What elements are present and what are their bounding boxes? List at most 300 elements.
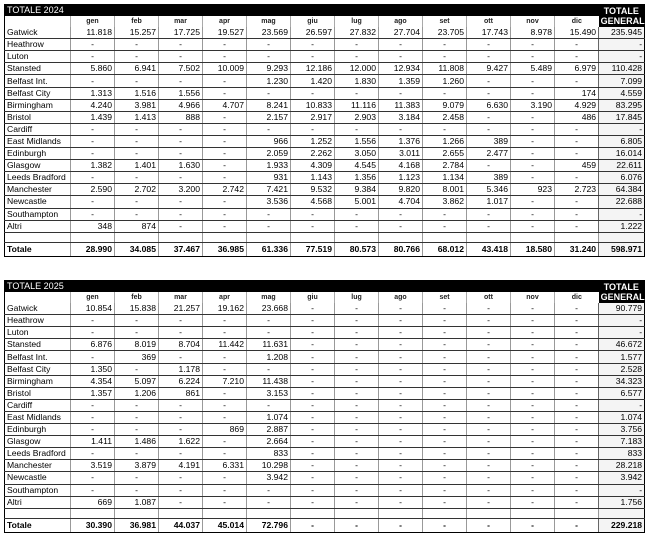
month-header-gen: gen [71,292,115,303]
airport-name: Glasgow [5,160,71,172]
month-value: - [511,460,555,472]
month-value: 1.178 [159,363,203,375]
row-total: - [599,315,645,327]
month-value: - [423,472,467,484]
month-value: - [511,375,555,387]
airport-name: Glasgow [5,436,71,448]
grand-total: 229.218 [599,518,645,532]
row-total: 4.559 [599,87,645,99]
month-total: 37.467 [159,242,203,256]
airport-name: Heathrow [5,315,71,327]
spacer-cell [379,232,423,242]
month-value: - [379,39,423,51]
month-total: 30.390 [71,518,115,532]
month-total: 61.336 [247,242,291,256]
table-row [5,472,645,484]
month-value: - [467,339,511,351]
month-value: - [379,484,423,496]
month-value: 2.059 [247,148,291,160]
month-value: 6.224 [159,375,203,387]
month-value: - [291,472,335,484]
month-total: - [379,518,423,532]
month-value: - [71,399,115,411]
month-value: - [467,160,511,172]
month-value: 1.143 [291,172,335,184]
month-value: - [467,363,511,375]
month-value: - [335,448,379,460]
month-value: - [555,472,599,484]
airport-name: Altri [5,220,71,232]
row-total: - [599,51,645,63]
month-value: - [511,160,555,172]
month-value: - [71,411,115,423]
month-value: 1.266 [423,135,467,147]
month-value: 2.157 [247,111,291,123]
month-value: 7.502 [159,63,203,75]
table-row [5,496,645,508]
month-header-ago: ago [379,292,423,303]
airport-name: Belfast City [5,87,71,99]
month-value: 2.917 [291,111,335,123]
spacer-cell [555,508,599,518]
airport-name: Bristol [5,111,71,123]
airport-name: Newcastle [5,196,71,208]
month-value: - [203,411,247,423]
row-total: 235.945 [599,27,645,39]
row-total: - [599,399,645,411]
month-value: - [115,208,159,220]
table-row [5,220,645,232]
month-value: - [291,303,335,315]
month-value: - [71,148,115,160]
month-header-nov: nov [511,292,555,303]
table-row [5,339,645,351]
airport-name: Southampton [5,208,71,220]
spacer-cell [159,508,203,518]
spacer-row [5,508,645,518]
month-value: 2.742 [203,184,247,196]
table-row [5,387,645,399]
month-header-mar: mar [159,16,203,27]
month-value: - [159,220,203,232]
table-row [5,424,645,436]
month-value: 1.401 [115,160,159,172]
month-value: 2.477 [467,148,511,160]
table-row [5,184,645,196]
month-value: 9.427 [467,63,511,75]
month-header-set: set [423,292,467,303]
month-value: 4.354 [71,375,115,387]
month-value: - [555,484,599,496]
month-value: - [291,387,335,399]
month-value: 1.313 [71,87,115,99]
month-value: - [511,111,555,123]
month-value: 10.833 [291,99,335,111]
month-value: - [291,484,335,496]
row-total: 833 [599,448,645,460]
month-value: 12.000 [335,63,379,75]
month-value: - [115,472,159,484]
month-value: 10.854 [71,303,115,315]
table-row [5,484,645,496]
month-total: - [291,518,335,532]
month-value: - [423,208,467,220]
month-value: 923 [511,184,555,196]
table-row [5,399,645,411]
month-value: - [555,363,599,375]
airport-name: Stansted [5,63,71,75]
month-value: - [379,315,423,327]
month-value: - [203,351,247,363]
month-value: 11.818 [71,27,115,39]
table-row [5,135,645,147]
month-value: - [159,472,203,484]
month-value: - [335,51,379,63]
month-value: 2.590 [71,184,115,196]
month-value: 3.184 [379,111,423,123]
table-row [5,375,645,387]
month-value: - [511,484,555,496]
table-row [5,123,645,135]
month-value: 6.979 [555,63,599,75]
month-value: - [555,39,599,51]
month-value: - [555,172,599,184]
month-value: - [203,172,247,184]
row-total: 83.295 [599,99,645,111]
month-value: - [511,363,555,375]
month-value: 15.838 [115,303,159,315]
table-row [5,111,645,123]
month-value: 4.545 [335,160,379,172]
month-value: - [159,399,203,411]
month-value: - [203,135,247,147]
month-value: - [555,339,599,351]
month-header-set: set [423,16,467,27]
month-value: - [423,363,467,375]
month-value: - [115,196,159,208]
month-value: - [335,375,379,387]
month-value: - [511,436,555,448]
month-value: - [291,375,335,387]
month-value: - [555,75,599,87]
spacer-cell [511,232,555,242]
month-value: - [467,472,511,484]
month-value: 1.134 [423,172,467,184]
airport-name: Leeds Bradford [5,172,71,184]
table-row [5,411,645,423]
month-value: - [467,448,511,460]
month-value: - [291,448,335,460]
month-value: - [555,148,599,160]
month-value: 486 [555,111,599,123]
month-value: - [335,315,379,327]
month-value: - [335,87,379,99]
month-value: - [379,387,423,399]
month-value: - [555,460,599,472]
month-header-row [5,16,645,27]
month-value: - [423,484,467,496]
spacer-cell [379,508,423,518]
month-value: - [115,399,159,411]
month-value: 11.383 [379,99,423,111]
spacer-cell [291,508,335,518]
month-value: 1.556 [159,87,203,99]
month-value: - [291,351,335,363]
month-value: - [511,220,555,232]
month-header-ott: ott [467,16,511,27]
month-value: - [511,75,555,87]
spacer-cell [599,232,645,242]
month-value: 23.668 [247,303,291,315]
month-value: - [379,375,423,387]
airport-name: Altri [5,496,71,508]
month-value: 1.413 [115,111,159,123]
month-value: - [71,196,115,208]
month-total: 28.990 [71,242,115,256]
month-value: 3.011 [379,148,423,160]
month-value: 2.458 [423,111,467,123]
month-header-lug: lug [335,16,379,27]
month-value: - [379,339,423,351]
month-value: 17.743 [467,27,511,39]
row-total: 3.942 [599,472,645,484]
month-value: 5.001 [335,196,379,208]
month-value: 19.162 [203,303,247,315]
month-value: - [379,460,423,472]
month-value: - [555,399,599,411]
month-value: - [335,351,379,363]
airport-header-cell [5,16,71,27]
month-value: - [335,424,379,436]
month-value: - [159,208,203,220]
month-value: - [511,327,555,339]
month-value: 5.346 [467,184,511,196]
month-value: - [335,387,379,399]
month-value: - [71,123,115,135]
row-total: 34.323 [599,375,645,387]
month-header-dic: dic [555,292,599,303]
month-value: 11.808 [423,63,467,75]
month-value: - [423,303,467,315]
month-value: - [291,424,335,436]
table-row [5,460,645,472]
month-value: - [423,123,467,135]
month-value: 3.862 [423,196,467,208]
month-value: - [467,411,511,423]
spacer-cell [467,508,511,518]
month-total: 31.240 [555,242,599,256]
month-value: 8.001 [423,184,467,196]
row-total: 7.099 [599,75,645,87]
table-row [5,351,645,363]
month-value: - [291,39,335,51]
month-value: - [423,375,467,387]
month-value: - [203,315,247,327]
row-total: 6.805 [599,135,645,147]
month-total: - [423,518,467,532]
month-header-mag: mag [247,16,291,27]
month-value: - [203,111,247,123]
month-value: - [467,303,511,315]
month-value: - [291,315,335,327]
month-value: - [467,111,511,123]
airport-name: Leeds Bradford [5,448,71,460]
month-total: 36.985 [203,242,247,256]
month-value: - [467,123,511,135]
month-value: 23.705 [423,27,467,39]
month-value: - [555,220,599,232]
month-value: - [423,399,467,411]
month-header-row [5,292,645,303]
month-total: 43.418 [467,242,511,256]
spacer-cell [599,508,645,518]
month-value: 3.153 [247,387,291,399]
month-value: - [467,220,511,232]
month-value: - [159,51,203,63]
month-value: - [159,148,203,160]
airport-name: East Midlands [5,411,71,423]
month-value: - [423,424,467,436]
month-value: - [335,327,379,339]
month-value: 4.929 [555,99,599,111]
month-value: 4.168 [379,160,423,172]
total-header-line1: TOTALE [603,6,639,17]
table-row [5,327,645,339]
month-value: - [291,220,335,232]
month-value: 2.702 [115,184,159,196]
month-value: - [511,172,555,184]
month-value: - [555,448,599,460]
month-value: - [291,363,335,375]
month-value: - [247,39,291,51]
month-value: - [115,39,159,51]
row-total: 28.218 [599,460,645,472]
month-value: - [511,196,555,208]
month-value: - [247,123,291,135]
month-value: 1.087 [115,496,159,508]
month-value: - [335,484,379,496]
spacer-cell [5,232,71,242]
month-total: 44.037 [159,518,203,532]
spacer-cell [247,508,291,518]
month-value: - [335,411,379,423]
month-value: - [247,327,291,339]
month-value: 2.664 [247,436,291,448]
month-header-giu: giu [291,16,335,27]
month-header-apr: apr [203,292,247,303]
row-total: 2.528 [599,363,645,375]
table-row [5,172,645,184]
month-value: - [115,172,159,184]
month-value: - [247,315,291,327]
month-value: 11.116 [335,99,379,111]
month-value: 9.384 [335,184,379,196]
month-value: - [555,135,599,147]
month-value: - [71,135,115,147]
table-row [5,196,645,208]
month-value: 1.230 [247,75,291,87]
month-value: - [291,436,335,448]
table-title: TOTALE 2025 [5,281,599,293]
month-value: - [423,448,467,460]
month-value: - [511,399,555,411]
month-total: 80.766 [379,242,423,256]
spacer-cell [467,232,511,242]
month-value: 21.257 [159,303,203,315]
month-value: - [203,399,247,411]
month-value: - [71,484,115,496]
month-value: 1.556 [335,135,379,147]
month-value: - [115,135,159,147]
month-value: - [379,424,423,436]
month-value: - [379,448,423,460]
row-total: - [599,208,645,220]
month-value: 11.442 [203,339,247,351]
month-value: 6.331 [203,460,247,472]
month-value: 6.876 [71,339,115,351]
month-value: 1.933 [247,160,291,172]
month-value: - [511,39,555,51]
month-header-dic: dic [555,16,599,27]
month-value: - [291,339,335,351]
month-value: 3.050 [335,148,379,160]
month-value: - [467,208,511,220]
month-value: - [159,75,203,87]
month-value: - [335,472,379,484]
month-header-gen: gen [71,16,115,27]
month-value: 833 [247,448,291,460]
month-header-ott: ott [467,292,511,303]
month-value: - [555,424,599,436]
row-total: 64.384 [599,184,645,196]
month-value: 5.097 [115,375,159,387]
month-value: - [247,363,291,375]
month-value: - [203,436,247,448]
month-value: 2.903 [335,111,379,123]
month-value: 3.879 [115,460,159,472]
month-value: - [423,339,467,351]
spacer-cell [247,232,291,242]
month-value: - [203,387,247,399]
month-value: - [291,460,335,472]
table-row [5,148,645,160]
spacer-cell [423,508,467,518]
month-value: 4.309 [291,160,335,172]
airport-name: Belfast Int. [5,351,71,363]
month-value: - [203,196,247,208]
table-row [5,448,645,460]
table-row [5,51,645,63]
spacer-cell [71,232,115,242]
month-value: 174 [555,87,599,99]
month-value: - [159,351,203,363]
table-title: TOTALE 2024 [5,5,599,17]
month-value: - [555,51,599,63]
month-value: 8.978 [511,27,555,39]
month-value: 1.622 [159,436,203,448]
month-value: - [555,351,599,363]
month-value: - [511,351,555,363]
month-value: - [423,51,467,63]
total-header [599,5,651,28]
month-value: - [247,484,291,496]
month-value: - [467,51,511,63]
month-value: - [159,327,203,339]
month-total: - [555,518,599,532]
month-value: - [423,411,467,423]
month-value: 389 [467,135,511,147]
month-value: - [71,172,115,184]
